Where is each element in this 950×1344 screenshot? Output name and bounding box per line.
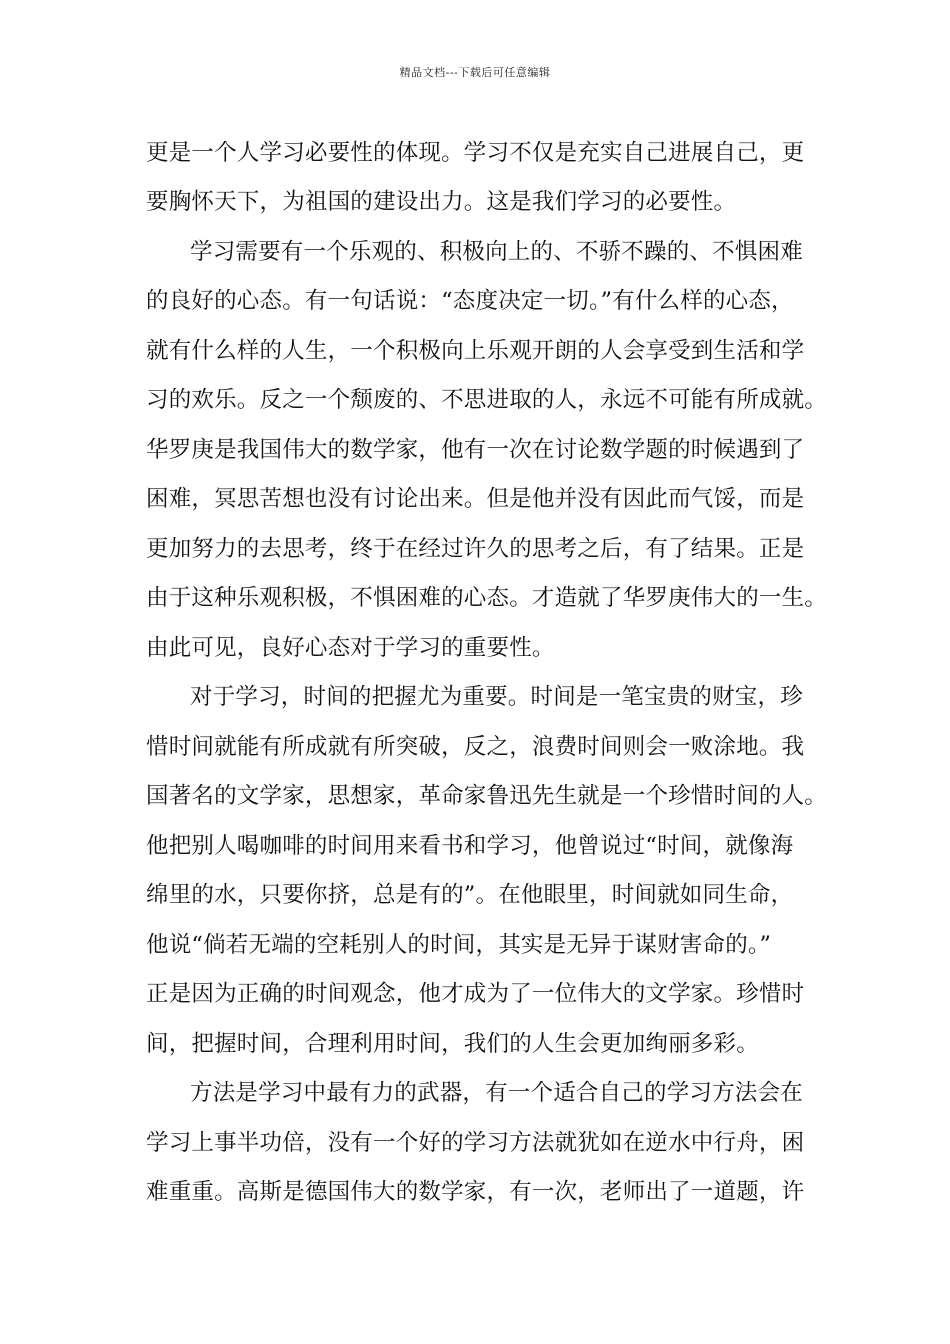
paragraph-line: 学习上事半功倍，没有一个好的学习方法就犹如在逆水中行舟，困 — [146, 1130, 805, 1156]
paragraph-line: 他说“倘若无端的空耗别人的时间，其实是无异于谋财害命的。” — [146, 932, 772, 958]
paragraph-line: 要胸怀天下，为祖国的建设出力。这是我们学习的必要性。 — [146, 189, 737, 215]
paragraph-line: 正是因为正确的时间观念，他才成为了一位伟大的文学家。珍惜时 — [146, 981, 805, 1007]
paragraph-line: 绵里的水，只要你挤，总是有的”。在他眼里，时间就如同生命， — [146, 882, 794, 908]
paragraph-line: 由此可见，良好心态对于学习的重要性。 — [146, 635, 555, 661]
paragraph-line: 对于学习，时间的把握尤为重要。时间是一笔宝贵的财宝，珍 — [190, 684, 803, 710]
paragraph-line: 国著名的文学家，思想家，革命家鲁迅先生就是一个珍惜时间的人。 — [146, 783, 828, 809]
paragraph-line: 就有什么样的人生，一个积极向上乐观开朗的人会享受到生活和学 — [146, 338, 805, 364]
paragraph-line: 他把别人喝咖啡的时间用来看书和学习，他曾说过“时间，就像海 — [146, 833, 794, 859]
paragraph-line: 间，把握时间，合理利用时间，我们的人生会更加绚丽多彩。 — [146, 1031, 759, 1057]
paragraph-line: 方法是学习中最有力的武器，有一个适合自己的学习方法会在 — [190, 1080, 803, 1106]
paragraph-line: 的良好的心态。有一句话说：“态度决定一切。”有什么样的心态， — [146, 288, 794, 314]
page-header: 精品文档---下载后可任意编辑 — [399, 66, 551, 79]
paragraph-line: 更加努力的去思考，终于在经过许久的思考之后，有了结果。正是 — [146, 536, 805, 562]
paragraph-line: 困难，冥思苦想也没有讨论出来。但是他并没有因此而气馁，而是 — [146, 486, 805, 512]
paragraph-line: 难重重。高斯是德国伟大的数学家，有一次，老师出了一道题，许 — [146, 1179, 805, 1205]
paragraph-line: 惜时间就能有所成就有所突破，反之，浪费时间则会一败涂地。我 — [146, 734, 805, 760]
paragraph-line: 学习需要有一个乐观的、积极向上的、不骄不躁的、不惧困难 — [190, 239, 803, 265]
paragraph-line: 更是一个人学习必要性的体现。学习不仅是充实自己进展自己，更 — [146, 140, 805, 166]
paragraph-line: 习的欢乐。反之一个颓废的、不思进取的人，永远不可能有所成就。 — [146, 387, 828, 413]
paragraph-line: 由于这种乐观积极，不惧困难的心态。才造就了华罗庚伟大的一生。 — [146, 585, 828, 611]
paragraph-line: 华罗庚是我国伟大的数学家，他有一次在讨论数学题的时候遇到了 — [146, 437, 805, 463]
